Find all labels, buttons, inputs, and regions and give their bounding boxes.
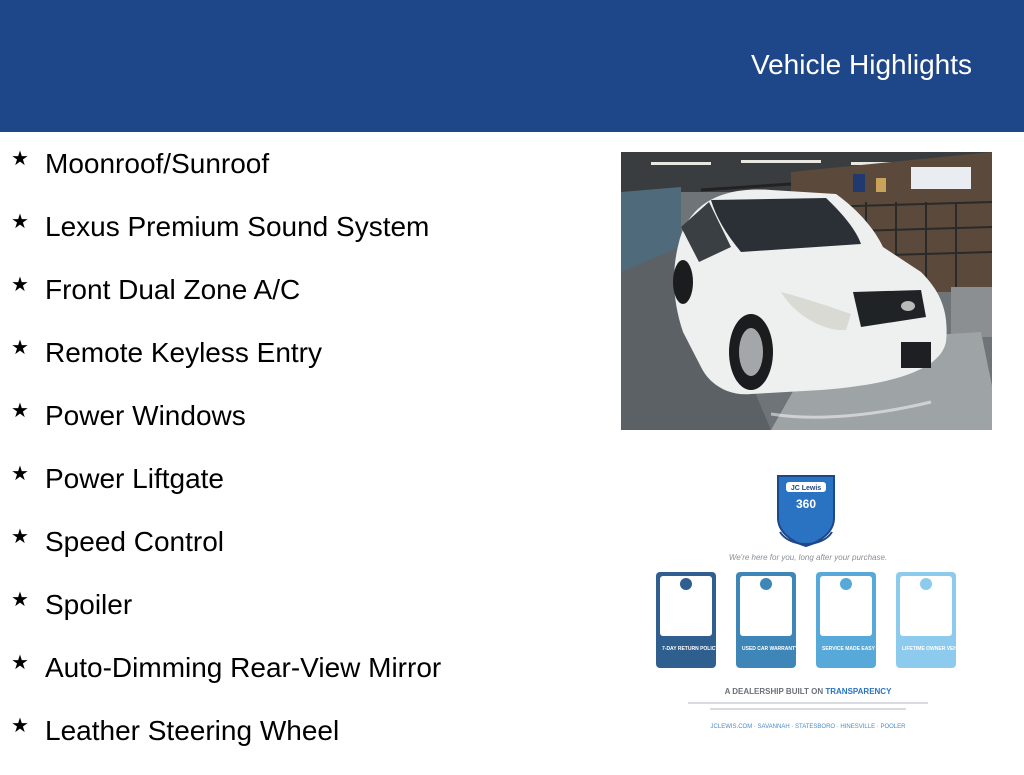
promo-tagline: We're here for you, long after your purchase. bbox=[728, 553, 888, 562]
promo-card bbox=[816, 572, 876, 668]
feature-label: Front Dual Zone A/C bbox=[45, 274, 301, 305]
feature-item bbox=[11, 208, 441, 271]
promo-card-title: USED CAR WARRANTY bbox=[742, 646, 799, 652]
star-icon: ★ bbox=[11, 400, 29, 422]
promo-card-title: SERVICE MADE EASY bbox=[822, 646, 875, 652]
feature-item bbox=[11, 145, 441, 208]
star-icon: ★ bbox=[11, 652, 29, 674]
star-icon: ★ bbox=[11, 148, 29, 170]
feature-item bbox=[11, 460, 441, 523]
feature-item bbox=[11, 334, 441, 397]
feature-item bbox=[11, 271, 441, 334]
feature-item bbox=[11, 586, 441, 649]
promo-card bbox=[896, 572, 969, 668]
feature-label: Remote Keyless Entry bbox=[45, 337, 322, 368]
feature-item bbox=[11, 397, 441, 460]
feature-label: Power Windows bbox=[45, 400, 246, 431]
promo-card-title: 7-DAY RETURN POLICY bbox=[662, 646, 719, 652]
feature-label: Speed Control bbox=[45, 526, 225, 557]
header-banner bbox=[0, 0, 1024, 132]
star-icon: ★ bbox=[11, 463, 29, 485]
feature-label: Moonroof/Sunroof bbox=[45, 148, 270, 179]
feature-list bbox=[11, 145, 441, 775]
vehicle-photo bbox=[621, 152, 992, 430]
feature-item bbox=[11, 523, 441, 586]
promo-card-title: LIFETIME OWNER VEHICLE bbox=[902, 646, 969, 652]
badge-brand: JC Lewis bbox=[790, 485, 822, 492]
feature-label: Lexus Premium Sound System bbox=[45, 211, 430, 242]
promo-footer-links: JCLEWIS.COM · SAVANNAH · STATESBORO · HINESVILLE · POOLER bbox=[710, 724, 906, 730]
badge-number: 360 bbox=[795, 497, 817, 511]
star-icon: ★ bbox=[11, 526, 29, 548]
page-title: Vehicle Highlights bbox=[750, 49, 972, 80]
feature-label: Auto-Dimming Rear-View Mirror bbox=[45, 652, 442, 683]
jc-lewis-360-badge-icon bbox=[778, 476, 834, 546]
star-icon: ★ bbox=[11, 274, 29, 296]
feature-label: Spoiler bbox=[45, 589, 133, 620]
feature-label: Power Liftgate bbox=[45, 463, 224, 494]
promo-card bbox=[736, 572, 799, 668]
dealership-promo-graphic bbox=[640, 472, 976, 736]
promo-footer-title: A DEALERSHIP BUILT ON TRANSPARENCY bbox=[724, 687, 892, 696]
star-icon: ★ bbox=[11, 589, 29, 611]
promo-card bbox=[656, 572, 719, 668]
star-icon: ★ bbox=[11, 715, 29, 737]
star-icon: ★ bbox=[11, 337, 29, 359]
feature-item bbox=[11, 649, 441, 712]
feature-label: Leather Steering Wheel bbox=[45, 715, 340, 746]
feature-item bbox=[11, 712, 441, 775]
star-icon: ★ bbox=[11, 211, 29, 233]
